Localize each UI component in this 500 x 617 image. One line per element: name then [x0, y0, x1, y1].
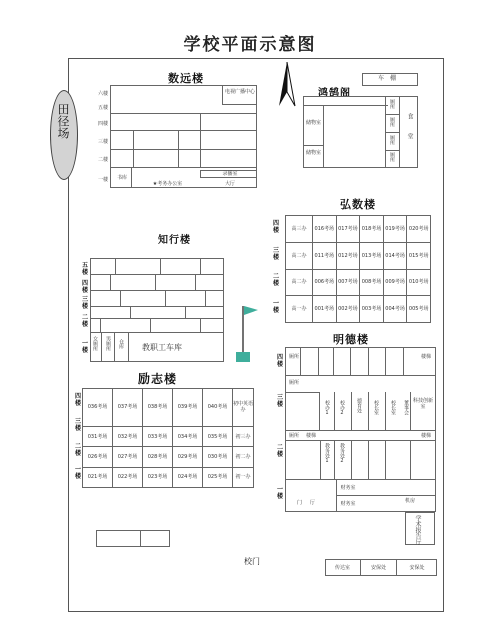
lizhi-floor-2: 二楼 — [74, 443, 81, 457]
exam-room: 013考场 — [360, 242, 384, 269]
mingde-floor-3: 三楼 — [276, 394, 283, 408]
mingde-building-name: 明德楼 — [333, 333, 369, 346]
security-office-1: 安保处 — [370, 565, 386, 571]
office-cell: 高一办 — [286, 296, 313, 323]
hongshu-floor-1: 一楼 — [272, 300, 279, 314]
exam-room: 008考场 — [360, 269, 384, 296]
exam-room: 030考场 — [203, 447, 233, 467]
exam-room: 037考场 — [113, 389, 143, 427]
security-office-2: 安保处 — [409, 565, 425, 571]
staff-garage-label: 教职工车库 — [142, 343, 182, 352]
exam-room: 014考场 — [383, 242, 407, 269]
office-room: 校长室 — [390, 400, 396, 415]
exam-room: 023考场 — [143, 467, 173, 487]
shuyuan-floor-6: 六楼 — [97, 91, 108, 97]
exam-room: 011考场 — [313, 242, 337, 269]
exam-room: 038考场 — [143, 389, 173, 427]
exam-room: 012考场 — [336, 242, 360, 269]
office-cell: 高二办 — [286, 269, 313, 296]
office-cell: 高二办 — [286, 242, 313, 269]
storage-room: 仓库 — [118, 339, 124, 349]
exam-room: 040考场 — [203, 389, 233, 427]
exam-room: 017考场 — [336, 216, 360, 243]
mingde-f2-restroom: 厕所 — [288, 433, 299, 439]
shuyuan-building-name: 数远楼 — [168, 72, 204, 85]
zhixing-floor-3: 三楼 — [81, 296, 88, 310]
office-cell: 初一办 — [233, 467, 254, 487]
exam-room: 010考场 — [407, 269, 431, 296]
zhixing-floor-2: 二楼 — [81, 314, 88, 328]
shuyuan-floor-5: 五楼 — [97, 105, 108, 111]
reception-room: 传达室 — [334, 565, 350, 571]
office-cell: 初三办 — [233, 426, 254, 446]
exam-room: 034考场 — [173, 426, 203, 446]
hongshu-floor-2: 二楼 — [272, 273, 279, 287]
washroom-3: 厕所 — [389, 135, 395, 145]
north-arrow-icon — [279, 62, 297, 108]
exam-room: 025考场 — [203, 467, 233, 487]
exam-room: 032考场 — [113, 426, 143, 446]
office-room: 科技创新室 — [412, 398, 433, 410]
hongshu-floor-4: 四楼 — [272, 220, 279, 234]
unlabeled-structure-divider — [140, 530, 141, 547]
mingde-floor-1: 一楼 — [276, 486, 283, 500]
exam-room: 026考场 — [83, 447, 113, 467]
flag-icon — [232, 302, 262, 364]
hall-label: 大厅 — [224, 181, 235, 187]
lecture-hall-label: 学术报告厅 — [414, 515, 421, 545]
storage-room-2: 储物室 — [305, 150, 321, 156]
exam-room: 002考场 — [336, 296, 360, 323]
office-cell: 初二办 — [233, 447, 254, 467]
washroom-4: 厕所 — [389, 152, 395, 162]
mingde-floor-4: 四楼 — [276, 354, 283, 368]
exam-room: 027考场 — [113, 447, 143, 467]
lizhi-floor-1: 一楼 — [74, 466, 81, 480]
storage-room-1: 储物室 — [305, 120, 321, 126]
recording-room-label: 录播室 — [222, 171, 238, 177]
school-gate-label: 校门 — [244, 557, 260, 566]
exam-room: 022考场 — [113, 467, 143, 487]
exam-room: 006考场 — [313, 269, 337, 296]
bookstore-label: 书库 — [116, 175, 127, 181]
exam-room: 001考场 — [313, 296, 337, 323]
office-room: 教务处1 — [324, 443, 330, 464]
exam-room: 016考场 — [313, 216, 337, 243]
exam-room: 035考场 — [203, 426, 233, 446]
zhixing-floor-1: 一楼 — [81, 340, 88, 354]
zhixing-floor-5: 五楼 — [81, 262, 88, 276]
lizhi-building — [82, 388, 254, 488]
exam-office-label: ★考务办公室 — [152, 181, 183, 187]
finance-room-1: 财务室 — [340, 485, 356, 491]
office-cell: 高三办 — [286, 216, 313, 243]
hongshu-floor-3: 三楼 — [272, 247, 279, 261]
shuyuan-floor-2: 二楼 — [97, 157, 108, 163]
hongque-building-name: 鸿鹄阁 — [318, 88, 351, 99]
computer-lab: 机房 — [404, 498, 415, 504]
shuyuan-floor-4: 四楼 — [97, 121, 108, 127]
exam-room: 018考场 — [360, 216, 384, 243]
exam-room: 019考场 — [383, 216, 407, 243]
track-field-label: 田径场 — [56, 103, 70, 139]
office-room: 德育处 — [356, 398, 362, 413]
exam-room: 007考场 — [336, 269, 360, 296]
exam-room: 004考场 — [383, 296, 407, 323]
mingde-lobby: 门厅 — [296, 500, 323, 506]
mingde-f4-restroom: 厕所 — [288, 354, 299, 360]
male-restroom: 男厕所 — [105, 336, 111, 351]
exam-room: 005考场 — [407, 296, 431, 323]
car-shed-label: 车棚 — [377, 75, 402, 82]
exam-room: 015考场 — [407, 242, 431, 269]
exam-room: 036考场 — [83, 389, 113, 427]
mingde-f4-stairs: 楼梯 — [420, 354, 431, 360]
lizhi-floor-4: 四楼 — [74, 393, 81, 407]
lizhi-building-name: 励志楼 — [138, 372, 178, 386]
office-room: 教务处2 — [339, 443, 345, 464]
mingde-f3-restroom: 厕所 — [288, 380, 299, 386]
hongshu-building-name: 弘数楼 — [340, 198, 376, 211]
office-cell: 初中英语办 — [233, 389, 254, 427]
exam-room: 020考场 — [407, 216, 431, 243]
exam-room: 039考场 — [173, 389, 203, 427]
office-room: 校长室 — [373, 400, 379, 415]
hongshu-building — [285, 215, 431, 323]
exam-room: 029考场 — [173, 447, 203, 467]
lizhi-floor-3: 三楼 — [74, 418, 81, 432]
mingde-f2-stairs: 楼梯 — [305, 433, 316, 439]
female-restroom: 女厕所 — [92, 336, 98, 351]
exam-room: 021考场 — [83, 467, 113, 487]
canteen-label: 食堂 — [406, 113, 413, 153]
exam-room: 024考场 — [173, 467, 203, 487]
exam-room: 033考场 — [143, 426, 173, 446]
washroom-1: 厕所 — [389, 99, 395, 109]
mingde-f2-stairs-right: 楼梯 — [420, 433, 431, 439]
finance-room-2: 财务室 — [340, 501, 356, 507]
exam-room: 009考场 — [383, 269, 407, 296]
mingde-floor-2: 二楼 — [276, 444, 283, 458]
office-room: 校办2 — [339, 400, 345, 416]
zhixing-floor-4: 四楼 — [81, 280, 88, 294]
shuyuan-floor-3: 三楼 — [97, 139, 108, 145]
tv-center-label: 电视广播中心 — [224, 89, 255, 95]
shuyuan-floor-1: 一楼 — [97, 177, 108, 183]
office-room: 校办1 — [324, 400, 330, 416]
exam-room: 003考场 — [360, 296, 384, 323]
exam-room: 031考场 — [83, 426, 113, 446]
washroom-2: 厕所 — [389, 117, 395, 127]
page-title: 学校平面示意图 — [183, 35, 317, 55]
office-room: 董事会 — [403, 400, 409, 415]
unlabeled-structure — [96, 530, 170, 547]
zhixing-building-name: 知行楼 — [158, 235, 191, 246]
exam-room: 028考场 — [143, 447, 173, 467]
